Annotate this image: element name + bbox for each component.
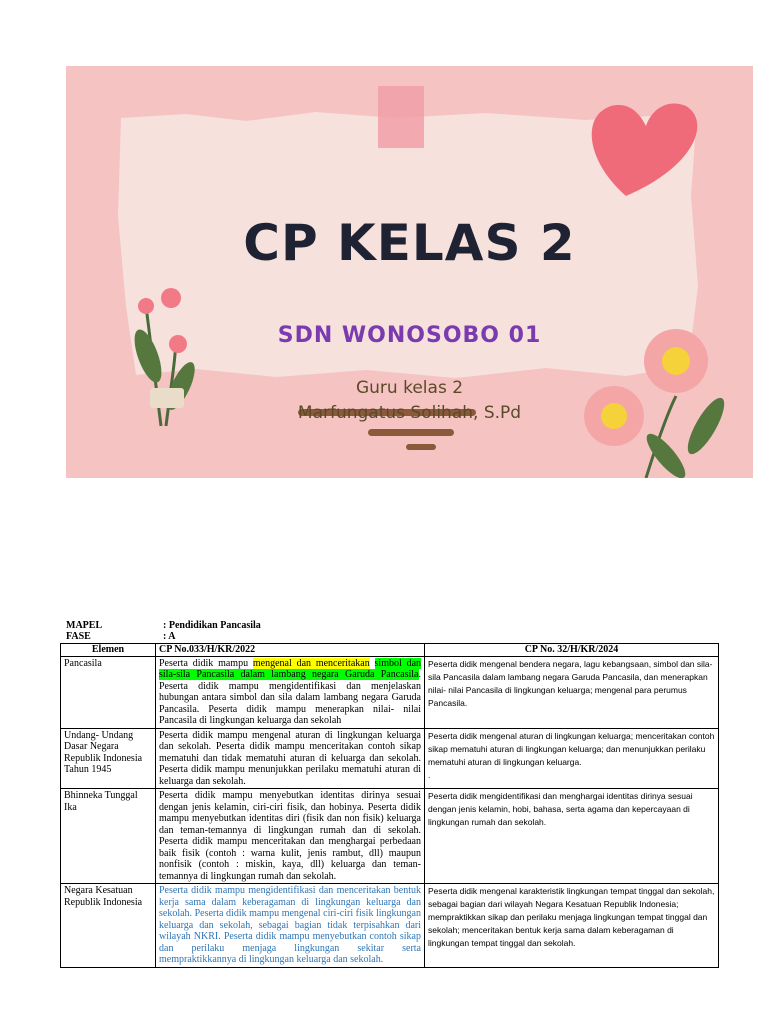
cover-banner — [66, 66, 753, 478]
cp2024-cell: Peserta didik mengidentifikasi dan menghargai identitas dirinya sesuai dengan jenis kelamin, hobi, bahasa, serta agama dan kepercayaan di lingkungan rumah dan sekolah. — [425, 789, 719, 884]
cp2024-cell: Peserta didik mengenal bendera negara, lagu kebangsaan, simbol dan sila-sila Pancasila dalam lambang negara Garuda Pancasila, dan menerapkan nilai- nilai Pancasila di lingkungan keluarga; mengenal para perumus Pancasila. — [425, 656, 719, 728]
cp2024-cell: Peserta didik mengenal karakteristik lingkungan tempat tinggal dan sekolah, sebagai bagian dari wilayah Negara Kesatuan Republik Indonesia; mempraktikkan sikap dan perilaku menjaga lingkungan tempat tinggal dan sekolah; menceritakan bentuk kerja sama dalam keberagaman di lingkungan tempat tinggal dan sekolah. — [425, 884, 719, 968]
table-row — [61, 656, 719, 728]
header-cp-2024: CP No. 32/H/KR/2024 — [425, 644, 719, 657]
table-header-row — [61, 644, 719, 657]
decor-line — [406, 444, 436, 450]
cover-teacher-role: Guru kelas 2 — [355, 378, 464, 398]
fase-value: : A — [163, 631, 176, 642]
cp2022-text: . Peserta didik mampu mengidentifikasi dan menjelaskan hubungan antara simbol dan sila dalam lambang negara Garuda Pancasila. Peserta didik mampu menerapkan nilai- nilai Pancasila di lingkungan keluarga dan sekolah — [159, 669, 421, 726]
decor-line — [368, 429, 454, 436]
header-cp-2022: CP No.033/H/KR/2022 — [156, 644, 425, 657]
flower-icon — [138, 298, 154, 314]
cp2022-cell: Peserta didik mampu mengenal aturan di lingkungan keluarga dan sekolah. Peserta didik mampu menceritakan contoh sikap mematuhi dan tidak mematuhi aturan di keluarga dan sekolah. Peserta didik mampu menunjukkan perilaku mematuhi aturan di keluarga dan sekolah. — [156, 728, 425, 789]
mapel-label: MAPEL — [66, 620, 103, 631]
highlight-green: simbol dan sila-sila Pancasila dalam lambang negara Garuda Pancasila — [159, 657, 422, 680]
elemen-cell: Undang- Undang Dasar Negara Republik Indonesia Tahun 1945 — [61, 728, 156, 789]
cp2024-tail: . — [428, 769, 431, 780]
cp-table — [60, 643, 719, 968]
cp2022-cell: Peserta didik mampu menyebutkan identitas dirinya sesuai dengan jenis kelamin, ciri-ciri fisik, dan hobinya. Peserta didik mampu menyebutkan identitas diri (fisik dan non fisik) keluarga dan teman-temannya di lingkungan rumah dan di sekolah. Peserta didik mampu menceritakan dan menghargai perbedaan baik fisik (contoh : warna kulit, jenis rambut, dll) maupun nonfisik (contoh : miskin, kaya, dll) keluarga dan teman-temannya di lingkungan rumah dan sekolah. — [156, 789, 425, 884]
elemen-cell: Pancasila — [61, 656, 156, 728]
cp2024-text: Peserta didik mengenal aturan di lingkungan keluarga; menceritakan contoh sikap mematuhi aturan di lingkungan keluarga; dan menunjukkan perilaku mematuhi aturan di lingkungan keluarga. — [428, 730, 715, 767]
cp2022-text — [370, 658, 375, 669]
tape-strip — [378, 86, 424, 148]
fase-label: FASE — [66, 631, 91, 642]
cover-teacher-name: Marfungatus Solihah, S.Pd — [297, 403, 522, 423]
flower-icon — [161, 288, 181, 308]
table-row — [61, 728, 719, 789]
table-row — [61, 789, 719, 884]
table-row — [61, 884, 719, 968]
cp2024-cell — [425, 728, 719, 789]
header-elemen: Elemen — [61, 644, 156, 657]
cover-school: SDN WONOSOBO 01 — [277, 323, 542, 348]
elemen-cell: Negara Kesatuan Republik Indonesia — [61, 884, 156, 968]
cp2022-cell — [156, 656, 425, 728]
mapel-value: : Pendidikan Pancasila — [163, 620, 261, 631]
cp2022-text: Peserta didik mampu — [159, 657, 253, 669]
cover-title: CP KELAS 2 — [243, 214, 576, 272]
elemen-cell: Bhinneka Tunggal Ika — [61, 789, 156, 884]
highlight-yellow: mengenal dan menceritakan — [252, 657, 370, 669]
cp2022-cell: Peserta didik mampu mengidentifikasi dan menceritakan bentuk kerja sama dalam keberagaman di lingkungan keluarga dan sekolah. Peserta didik mampu mengenal ciri-ciri fisik lingkungan keluarga dan sekolah, sebagai bagian tidak terpisahkan dari wilayah NKRI. Peserta didik mampu menyebutkan contoh sikap dan perilaku menjaga lingkungan sekitar serta mempraktikkannya di lingkungan keluarga dan sekolah. — [156, 884, 425, 968]
